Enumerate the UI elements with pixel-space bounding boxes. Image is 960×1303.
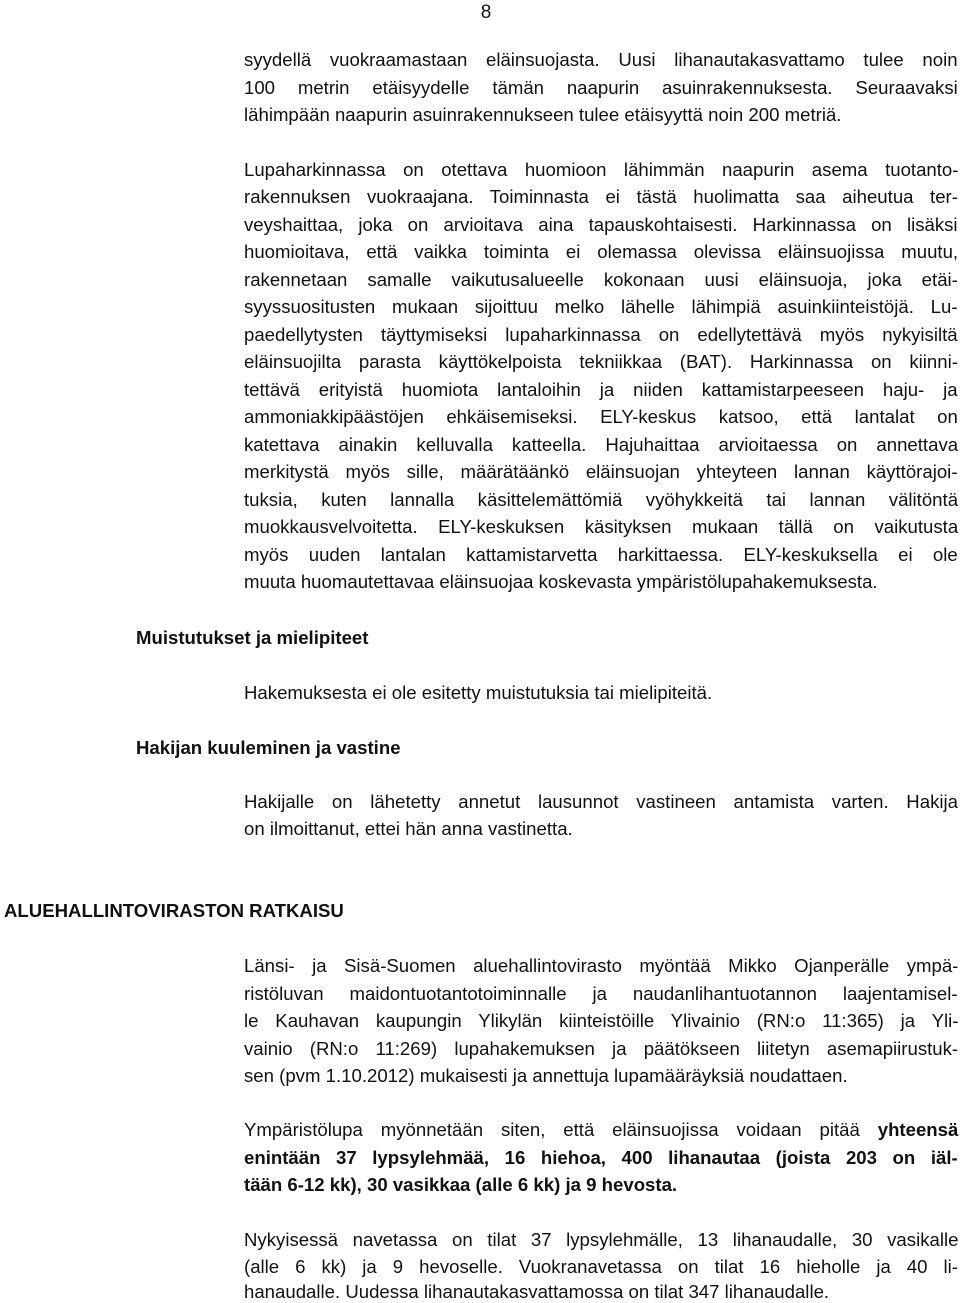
decision-paragraph1-line: ristöluvan maidontuotantotoiminnalle ja naudanlihantuotannon laajentamisel- [244,983,958,1004]
assessment-line: eläinsuojilta parasta käyttökelpoista tekniikkaa (BAT). Harkinnassa on kiinni- [244,351,958,372]
assessment-line: muuta huomautettavaa eläinsuojaa koskevasta ympäristölupahakemuksesta. [244,571,878,592]
remarks-line: Hakemuksesta ei ole esitetty muistutuksia tai mielipiteitä. [244,682,713,703]
assessment-line: syyssuositusten mukaan sijoittuu melko lähelle lähimpiä asuinkiinteistöjä. Lu- [244,296,958,317]
decision-paragraph3-line: (alle 6 kk) ja 9 hevoselle. Vuokranavetassa on tilat 16 hieholle ja 40 li- [244,1256,958,1277]
assessment-line: muokkausvelvoitetta. ELY-keskuksen käsityksen mukaan tällä on vaikutusta [244,516,959,537]
assessment-line: rakennuksen vuokraajana. Toiminnasta ei tästä huolimatta saa aiheutua ter- [244,186,958,207]
decision-paragraph2-line [244,1119,958,1141]
assessment-line: katettava ainakin kelluvalla katteella. Hajuhaittaa arvioitaessa on annettava [244,434,959,455]
decision-paragraph1-line: vainio (RN:o 11:269) lupahakemuksen ja päätökseen liitetyn asemapiirustuk- [244,1038,959,1059]
hearing-line: on ilmoittanut, ettei hän anna vastinetta. [244,818,573,839]
page-number: 8 [480,2,492,23]
remarks-heading: Muistutukset ja mielipiteet [136,627,369,648]
intro-line: 100 metrin etäisyydelle tämän naapurin asuinrakennuksesta. Seuraavaksi [244,77,958,98]
assessment-line: tuksia, kuten lannalla käsittelemättömiä vyöhykkeitä tai lannan välitöntä [244,489,959,510]
permit-bold-line: enintään 37 lypsylehmää, 16 hiehoa, 400 lihanautaa (joista 203 on iäl- [244,1147,958,1168]
hearing-line: Hakijalle on lähetetty annetut lausunnot vastineen antamista varten. Hakija [244,791,958,812]
decision-heading: ALUEHALLINTOVIRASTON RATKAISU [4,900,344,921]
assessment-line: merkitystä myös sille, määrätäänkö eläinsuojan yhteyteen lannan käyttörajoi- [244,461,958,482]
decision-paragraph3-line: hanaudalle. Uudessa lihanautakasvattamossa on tilat 347 lihanaudalle. [244,1281,830,1302]
decision-paragraph1-line: le Kauhavan kaupungin Ylikylän kiinteistöille Ylivainio (RN:o 11:365) ja Yli- [244,1010,959,1031]
assessment-line: myös uuden lantalan kattamistarvetta harkittaessa. ELY-keskuksella ei ole [244,544,958,565]
assessment-line: tettävä erityistä huomiota lantaloihin ja niiden kattamistarpeeseen haju- ja [244,379,958,400]
hearing-heading: Hakijan kuuleminen ja vastine [136,737,401,758]
decision-paragraph3-line: Nykyisessä navetassa on tilat 37 lypsylehmälle, 13 lihanaudalle, 30 vasikalle [244,1229,959,1250]
permit-bold-line: tään 6-12 kk), 30 vasikkaa (alle 6 kk) ja 9 hevosta. [244,1174,678,1195]
assessment-line: Lupaharkinnassa on otettava huomioon lähimmän naapurin asema tuotanto- [244,159,959,180]
intro-line: lähimpään naapurin asuinrakennukseen tulee etäisyyttä noin 200 metriä. [244,104,842,125]
assessment-line: veyshaittaa, joka on arvioitava aina tapauskohtaisesti. Harkinnassa on lisäksi [244,214,958,235]
assessment-line: ammoniakkipäästöjen ehkäisemiseksi. ELY-keskus katsoo, että lantalat on [244,406,958,427]
decision-paragraph1-line: sen (pvm 1.10.2012) mukaisesti ja annettuja lupamääräyksiä noudattaen. [244,1065,848,1086]
permit-bold-text: yhteensä [877,1119,959,1140]
intro-line: syydellä vuokraamastaan eläinsuojasta. Uusi lihanautakasvattamo tulee noin [244,49,958,70]
assessment-line: huomioitava, että vaikka toiminta ei olemassa olevissa eläinsuojissa muutu, [244,241,959,262]
assessment-line: paedellytysten täyttymiseksi lupaharkinnassa on edellytettävä myös nykyisiltä [244,324,958,345]
decision-paragraph1-line: Länsi- ja Sisä-Suomen aluehallintovirasto myöntää Mikko Ojanperälle ympä- [244,955,959,976]
permit-text: Ympäristölupa myönnetään siten, että eläinsuojissa voidaan pitää [244,1119,878,1140]
assessment-line: rakennetaan samalle vaikutusalueelle kokonaan uusi eläinsuoja, joka etäi- [244,269,958,290]
